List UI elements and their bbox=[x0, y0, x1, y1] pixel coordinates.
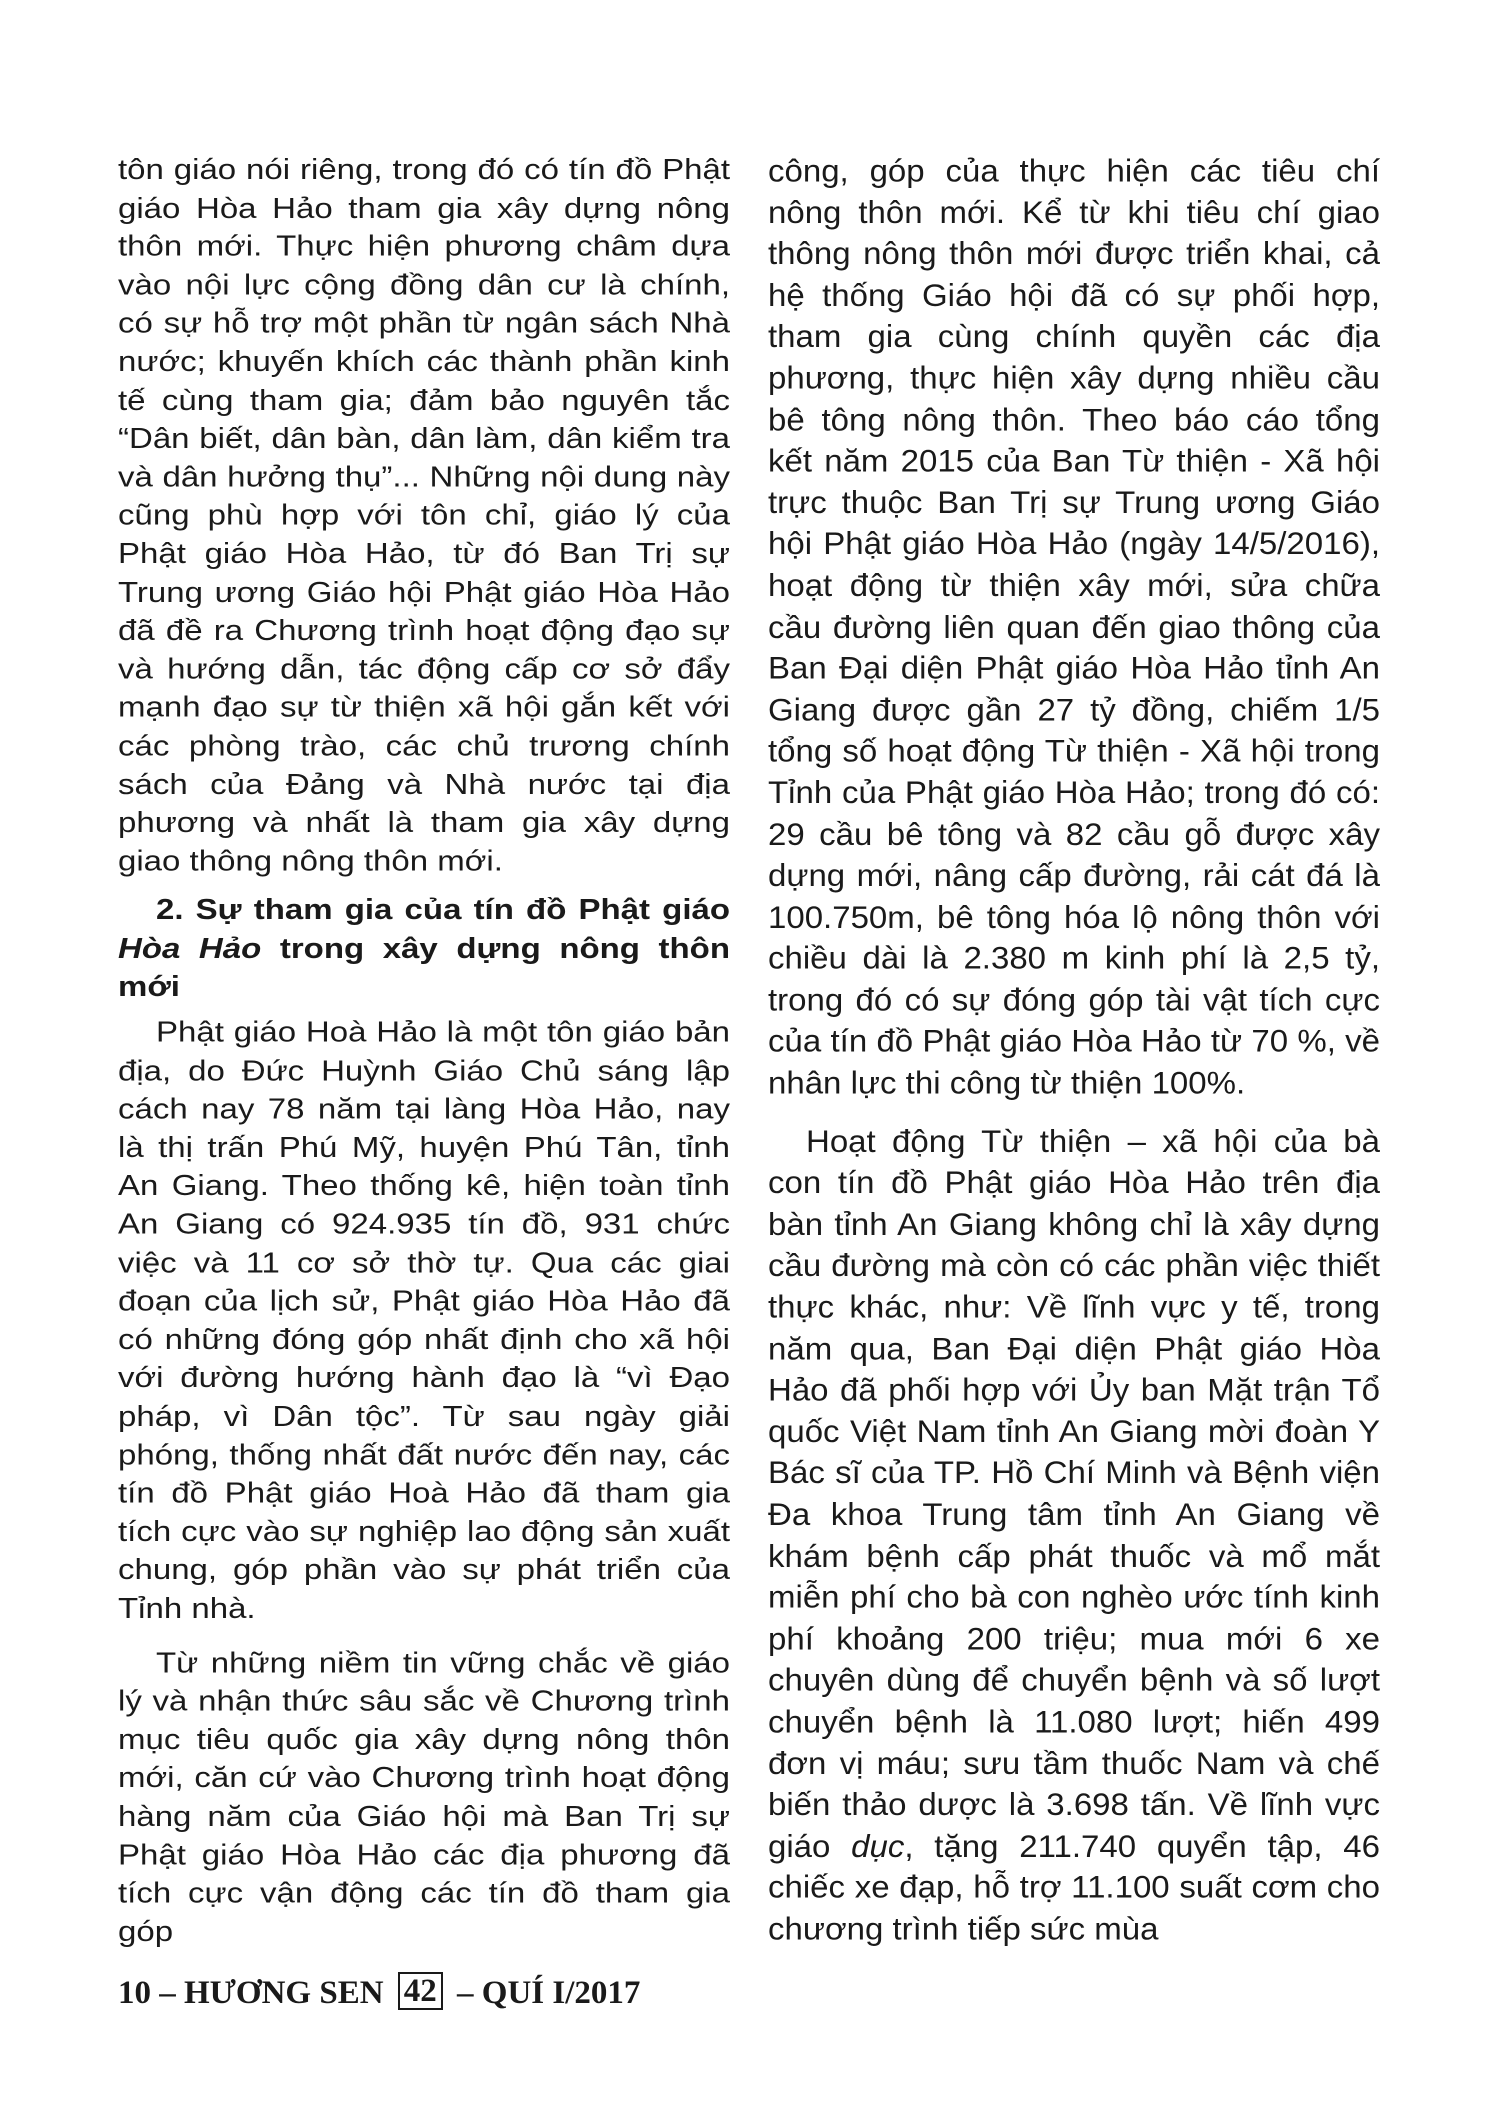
charity-text-b: , tặng 211.740 quyển tập, 46 chiếc xe đạp, hỗ trợ 11.100 suất cơm cho chương trình tiếp sức mùa bbox=[768, 1828, 1380, 1947]
charity-text-italic: dục bbox=[851, 1828, 905, 1864]
paragraph-beliefs: Từ những niềm tin vững chắc về giáo lý và nhận thức sâu sắc về Chương trình mục tiêu quốc gia xây dựng nông thôn mới, căn cứ vào Chương trình hoạt động hàng năm của Giáo hội mà Ban Trị sự Phật giáo Hòa Hảo các địa phương đã tích cực vận động các tín đồ tham gia góp bbox=[118, 1645, 730, 1948]
section-heading-number: 2. Sự tham gia của tín đồ Phật giáo bbox=[156, 892, 730, 926]
right-text-column bbox=[768, 150, 1380, 1950]
page-footer bbox=[118, 1972, 640, 2012]
section-heading bbox=[118, 890, 730, 1005]
paragraph-contribution: công, góp của thực hiện các tiêu chí nông thôn mới. Kể từ khi tiêu chí giao thông nông thôn mới được triển khai, cả hệ thống Giáo hội đã có sự phối hợp, tham gia cùng chính quyền các địa phương, thực hiện xây dựng nhiều cầu bê tông nông thôn. Theo báo cáo tổng kết năm 2015 của Ban Từ thiện - Xã hội trực thuộc Ban Trị sự Trung ương Giáo hội Phật giáo Hòa Hảo (ngày 14/5/2016), hoạt động từ thiện xây mới, sửa chữa cầu đường liên quan đến giao thông của Ban Đại diện Phật giáo Hòa Hảo tỉnh An Giang được gần 27 tỷ đồng, chiếm 1/5 tổng số hoạt động Từ thiện - Xã hội trong Tỉnh của Phật giáo Hòa Hảo; trong đó có: 29 cầu bê tông và 82 cầu gỗ được xây dựng mới, nâng cấp đường, rải cát đá là 100.750m, bê tông hóa lộ nông thôn với chiều dài là 2.380 m kinh phí là 2,5 tỷ, trong đó có sự đóng góp tài vật tích cực của tín đồ Phật giáo Hòa Hảo từ 70 %, về nhân lực thi công từ thiện 100%. bbox=[768, 152, 1380, 1100]
paragraph-charity bbox=[768, 1121, 1380, 1950]
paragraph-hoa-hao-intro: Phật giáo Hoà Hảo là một tôn giáo bản địa, do Đức Huỳnh Giáo Chủ sáng lập cách nay 78 năm tại làng Hòa Hảo, nay là thị trấn Phú Mỹ, huyện Phú Tân, tỉnh An Giang. Theo thống kê, hiện toàn tỉnh An Giang có 924.935 tín đồ, 931 chức việc và 11 cơ sở thờ tự. Qua các giai đoạn của lịch sử, Phật giáo Hòa Hảo đã có những đóng góp nhất định cho xã hội với đường hướng hành đạo là “vì Đạo pháp, vì Dân tộc”. Từ sau ngày giải phóng, thống nhất đất nước đến nay, các tín đồ Phật giáo Hoà Hảo đã tham gia tích cực vào sự nghiệp lao động sản xuất chung, góp phần vào sự phát triển của Tỉnh nhà. bbox=[118, 1015, 730, 1624]
footer-magazine-name: – HƯƠNG SEN bbox=[151, 1975, 392, 2011]
section-heading-rest: trong xây dựng nông thôn mới bbox=[118, 931, 730, 1003]
footer-quarter: – QUÍ I/2017 bbox=[448, 1975, 641, 2011]
issue-number-box: 42 bbox=[398, 1972, 443, 2010]
section-heading-italic: Hòa Hảo bbox=[118, 931, 262, 964]
left-text-column bbox=[118, 150, 730, 1950]
charity-text-a: Hoạt động Từ thiện – xã hội của bà con tín đồ Phật giáo Hòa Hảo trên địa bàn tỉnh An Giang không chỉ là xây dựng cầu đường mà còn có các phần việc thiết thực khác, như: Về lĩnh vực y tế, trong năm qua, Ban Đại diện Phật giáo Hòa Hảo đã phối hợp với Ủy ban Mặt trận Tổ quốc Việt Nam tỉnh An Giang mời đoàn Y Bác sĩ của TP. Hồ Chí Minh và Bệnh viện Đa khoa Trung tâm tỉnh An Giang về khám bệnh cấp phát thuốc và mổ mắt miễn phí cho bà con nghèo ước tính kinh phí khoảng 200 triệu; mua mới 6 xe chuyên dùng để chuyển bệnh và số lượt chuyển bệnh là 11.080 lượt; hiến 499 đơn vị máu; sưu tầm thuốc Nam và chế biến thảo dược là 3.698 tấn. Về lĩnh vực giáo bbox=[768, 1123, 1380, 1864]
paragraph-continued: tôn giáo nói riêng, trong đó có tín đồ Phật giáo Hòa Hảo tham gia xây dựng nông thôn mới. Thực hiện phương châm dựa vào nội lực cộng đồng dân cư là chính, có sự hỗ trợ một phần từ ngân sách Nhà nước; khuyến khích các thành phần kinh tế cùng tham gia; đảm bảo nguyên tắc “Dân biết, dân bàn, dân làm, dân kiểm tra và dân hưởng thụ”... Những nội dung này cũng phù hợp với tôn chỉ, giáo lý của Phật giáo Hòa Hảo, từ đó Ban Trị sự Trung ương Giáo hội Phật giáo Hòa Hảo đã đề ra Chương trình hoạt động đạo sự và hướng dẫn, tác động cấp cơ sở đẩy mạnh đạo sự từ thiện xã hội gắn kết với các phòng trào, các chủ trương chính sách của Đảng và Nhà nước tại địa phương và nhất là tham gia xây dựng giao thông nông thôn mới. bbox=[118, 152, 730, 877]
page-number: 10 bbox=[118, 1975, 151, 2011]
